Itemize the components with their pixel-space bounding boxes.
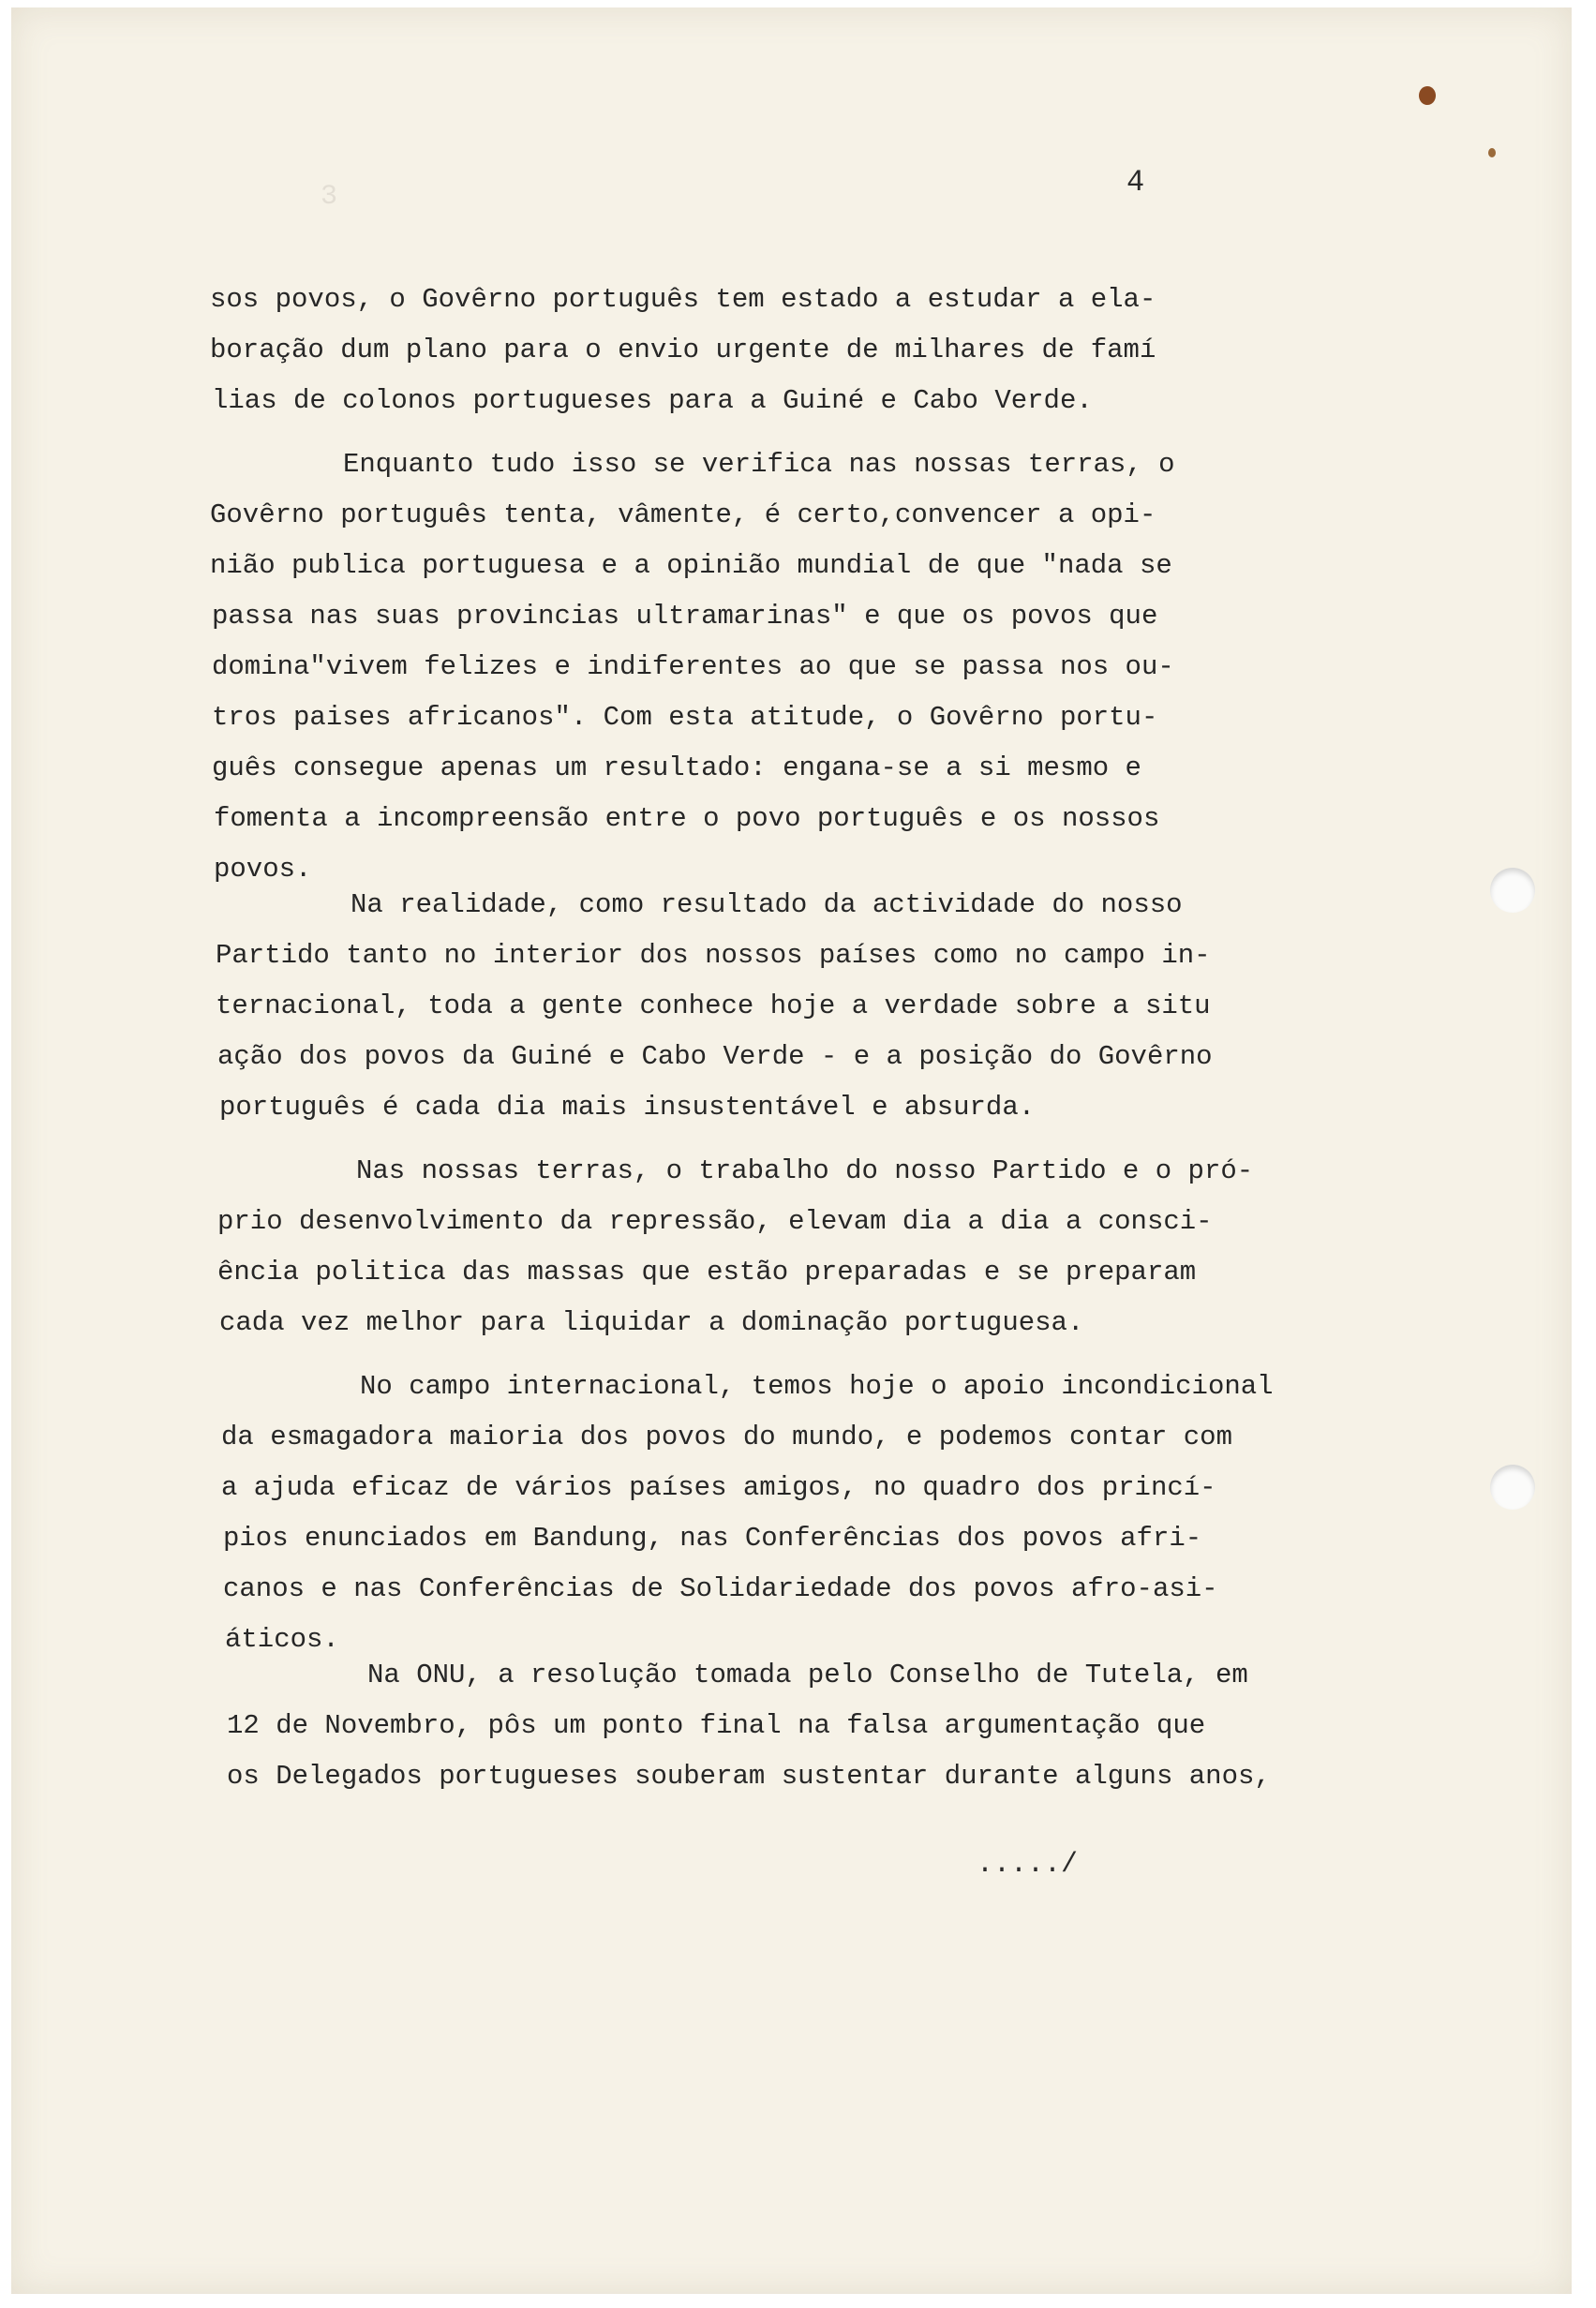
text-line: ação dos povos da Guiné e Cabo Verde - e a posição do Govêrno xyxy=(217,1041,1213,1072)
text-line: pios enunciados em Bandung, nas Conferências dos povos afri- xyxy=(223,1523,1202,1554)
typed-body-text xyxy=(210,275,1419,1802)
text-line: boração dum plano para o envio urgente de milhares de famí xyxy=(210,335,1156,365)
text-line: português é cada dia mais insustentável e absurda. xyxy=(219,1092,1036,1123)
page-number: 4 xyxy=(1126,165,1145,200)
ink-stain-small xyxy=(1488,148,1496,157)
text-line: áticos. xyxy=(225,1624,339,1655)
paragraph-first-line: Enquanto tudo isso se verifica nas nossas terras, o xyxy=(343,449,1175,480)
text-line: lias de colonos portugueses para a Guiné e Cabo Verde. xyxy=(212,385,1093,416)
text-line: sos povos, o Govêrno português tem estado a estudar a ela- xyxy=(210,284,1156,315)
text-line: os Delegados portugueses souberam sustentar durante alguns anos, xyxy=(227,1761,1271,1792)
text-line: a ajuda eficaz de vários países amigos, no quadro dos princí- xyxy=(221,1472,1216,1503)
text-line: tros paises africanos". Com esta atitude, o Govêrno portu- xyxy=(212,702,1158,733)
paragraph-first-line: Na realidade, como resultado da actividade do nosso xyxy=(351,889,1183,920)
punch-hole xyxy=(1490,1465,1535,1510)
punch-hole xyxy=(1490,868,1535,913)
text-line: canos e nas Conferências de Solidariedade dos povos afro-asi- xyxy=(223,1573,1218,1604)
paragraph-first-line: No campo internacional, temos hoje o apoio incondicional xyxy=(360,1371,1274,1402)
text-line: domina"vivem felizes e indiferentes ao que se passa nos ou- xyxy=(212,651,1174,682)
text-line: ternacional, toda a gente conhece hoje a verdade sobre a situ xyxy=(216,990,1211,1021)
text-line: nião publica portuguesa e a opinião mundial de que "nada se xyxy=(210,550,1172,581)
text-line: povos. xyxy=(214,854,312,885)
text-line: prio desenvolvimento da repressão, elevam dia a dia a consci- xyxy=(217,1206,1213,1237)
continuation-mark: ...../ xyxy=(977,1849,1079,1881)
text-line: Govêrno português tenta, vâmente, é certo,convencer a opi- xyxy=(210,499,1156,530)
text-line: ência politica das massas que estão preparadas e se preparam xyxy=(217,1257,1197,1288)
bleed-through-page-number: 3 xyxy=(321,181,338,213)
ink-stain xyxy=(1419,86,1436,105)
text-line: 12 de Novembro, pôs um ponto final na falsa argumentação que xyxy=(227,1710,1206,1741)
text-line: passa nas suas provincias ultramarinas" e que os povos que xyxy=(212,601,1158,632)
text-line: cada vez melhor para liquidar a dominação portuguesa. xyxy=(219,1307,1084,1338)
text-line: da esmagadora maioria dos povos do mundo, e podemos contar com xyxy=(221,1422,1232,1452)
paper-sheet xyxy=(11,7,1572,2294)
paragraph-first-line: Nas nossas terras, o trabalho do nosso Partido e o pró- xyxy=(356,1155,1254,1186)
text-line: guês consegue apenas um resultado: engana-se a si mesmo e xyxy=(212,752,1141,783)
paragraph-first-line: Na ONU, a resolução tomada pelo Conselho de Tutela, em xyxy=(367,1660,1248,1690)
text-line: fomenta a incompreensão entre o povo português e os nossos xyxy=(214,803,1160,834)
text-line: Partido tanto no interior dos nossos países como no campo in- xyxy=(216,940,1211,971)
